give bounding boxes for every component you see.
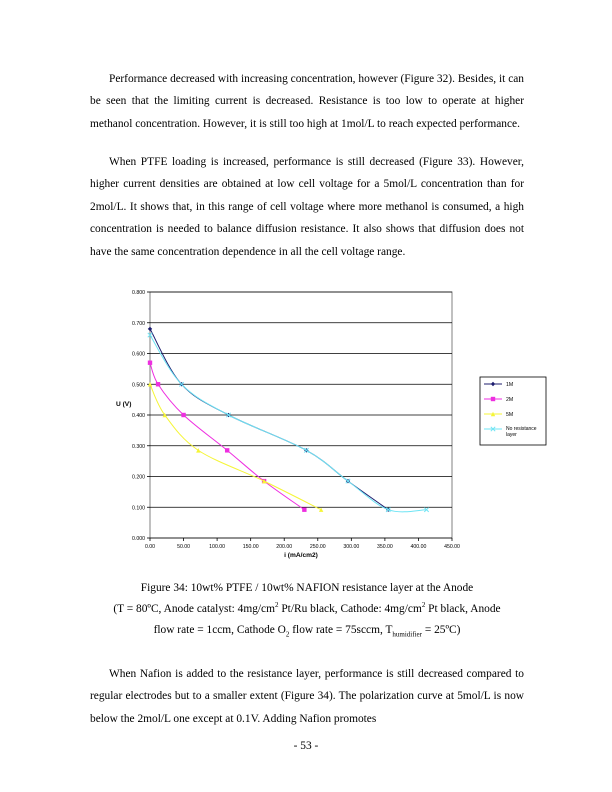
legend-label: No resistance bbox=[506, 426, 537, 432]
caption-subscript: 2 bbox=[285, 630, 290, 639]
chart-svg bbox=[112, 282, 537, 559]
caption-line-2 bbox=[80, 599, 534, 620]
legend-label: 2M bbox=[506, 397, 514, 403]
x-tick-label: 300.00 bbox=[343, 544, 360, 550]
paragraph-2: When PTFE loading is increased, performance is still decreased (Figure 33). However, higher current densities are obtained at low cell voltage for a 5mol/L concentration than for 2mol/L. It shows that, in this range of cell voltage where more methanol is consumed, a high concentration is needed to balance diffusion resistance. It also shows that diffusion does not have the same concentration dependence in all the cell voltage range. bbox=[90, 156, 524, 258]
x-tick-label: 100.00 bbox=[209, 544, 226, 550]
x-tick-label: 200.00 bbox=[276, 544, 293, 550]
x-tick-label: 400.00 bbox=[410, 544, 427, 550]
x-tick-label: 0.00 bbox=[144, 544, 156, 550]
caption-text: flow rate = 75sccm, T bbox=[289, 624, 393, 636]
y-tick-label: 0.400 bbox=[132, 413, 145, 419]
paragraph-3: When Nafion is added to the resistance layer, performance is still decreased compared to regular electrodes but to a smaller extent (Figure 34). The polarization curve at 5mol/L is now below the 2mol/L one except at 0.1V. Adding Nafion promotes bbox=[90, 668, 524, 725]
caption-text: flow rate = 1ccm, Cathode O bbox=[153, 624, 286, 636]
legend-label: 5M bbox=[506, 412, 514, 418]
caption-text: Pt black, Anode bbox=[425, 603, 501, 615]
legend-label: layer bbox=[506, 432, 517, 438]
data-point-2 bbox=[148, 361, 152, 365]
x-tick-label: 50.00 bbox=[177, 544, 191, 550]
y-tick-label: 0.300 bbox=[132, 443, 145, 450]
y-tick-label: 0.600 bbox=[132, 351, 145, 358]
x-tick-label: 450.00 bbox=[444, 544, 460, 550]
caption-line-3 bbox=[80, 620, 534, 641]
figure-caption bbox=[80, 578, 534, 641]
y-tick-label: 0.700 bbox=[132, 320, 145, 327]
polarization-chart bbox=[112, 282, 537, 559]
y-tick-label: 0.500 bbox=[132, 382, 145, 389]
data-point-2 bbox=[181, 413, 185, 417]
y-tick-label: 0.100 bbox=[132, 505, 145, 512]
y-axis-label: U (V) bbox=[116, 400, 132, 408]
caption-line-1: Figure 34: 10wt% PTFE / 10wt% NAFION resistance layer at the Anode bbox=[140, 582, 474, 594]
x-tick-label: 150.00 bbox=[242, 544, 259, 550]
x-tick-label: 250.00 bbox=[309, 544, 326, 550]
caption-superscript: 2 bbox=[421, 601, 426, 610]
data-point-2 bbox=[302, 508, 306, 512]
caption-subscript: humidifier bbox=[392, 630, 422, 639]
page-number: - 53 - bbox=[293, 740, 319, 752]
data-point-2 bbox=[156, 382, 160, 386]
caption-text: (T = 80ºC, Anode catalyst: 4mg/cm bbox=[113, 603, 275, 615]
y-tick-label: 0.800 bbox=[132, 290, 145, 296]
x-tick-label: 350.00 bbox=[376, 544, 393, 550]
x-axis-label: i (mA/cm2) bbox=[284, 552, 318, 559]
y-tick-label: 0.000 bbox=[132, 536, 145, 542]
data-point-2 bbox=[225, 448, 229, 452]
caption-text: = 25ºC) bbox=[421, 624, 461, 636]
caption-text: Pt/Ru black, Cathode: 4mg/cm bbox=[278, 603, 422, 615]
paragraph-1: Performance decreased with increasing concentration, however (Figure 32). Besides, it can be seen that the limiting current is decreased. Resistance is too low to operate at higher methanol concentration. However, it is still too high at 1mol/L to reach expected performance. bbox=[90, 73, 524, 130]
legend-marker bbox=[491, 397, 495, 401]
caption-superscript: 2 bbox=[274, 601, 279, 610]
y-tick-label: 0.200 bbox=[132, 474, 145, 481]
legend-label: 1M bbox=[506, 382, 514, 388]
